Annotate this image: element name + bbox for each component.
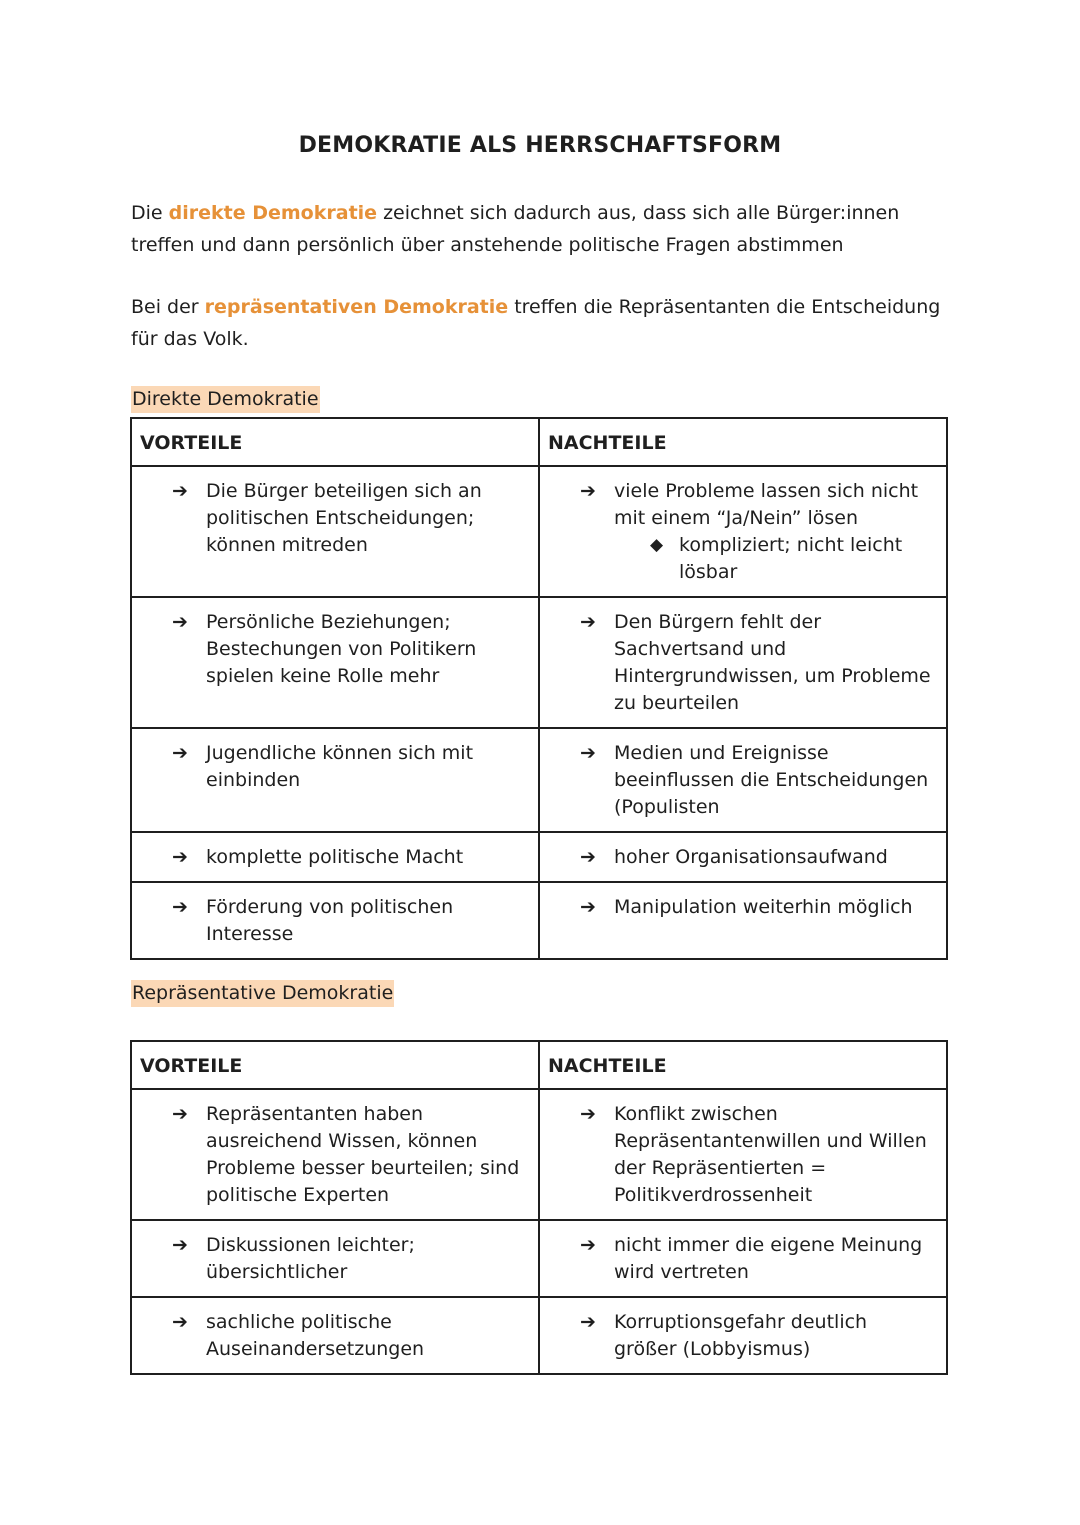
pro-cell bbox=[131, 1297, 539, 1374]
con-text: Konflikt zwischen Repräsentantenwillen und Willen der Repräsentierten = Politikverdrossenheit bbox=[614, 1103, 927, 1206]
con-cell bbox=[539, 728, 947, 832]
arrow-icon: ➔ bbox=[580, 742, 596, 764]
intro-direct-post: zeichnet sich dadurch aus, dass sich alle Bürger:innen treffen und dann persönlich über anstehende politische Fragen abstimmen bbox=[131, 202, 900, 256]
column-header-pro: VORTEILE bbox=[131, 418, 539, 466]
con-text: Den Bürgern fehlt der Sachvertsand und Hintergrundwissen, um Probleme zu beurteilen bbox=[614, 611, 931, 714]
table-row bbox=[131, 1220, 947, 1297]
list-item bbox=[540, 729, 946, 831]
pro-text: Persönliche Beziehungen; Bestechungen von Politikern spielen keine Rolle mehr bbox=[206, 611, 477, 687]
arrow-icon: ➔ bbox=[580, 480, 596, 502]
table-header-row bbox=[131, 418, 947, 466]
arrow-icon: ➔ bbox=[172, 1234, 188, 1256]
intro-direct-paragraph bbox=[131, 197, 951, 261]
intro-representative-post: treffen die Repräsentanten die Entscheidung für das Volk. bbox=[131, 296, 941, 350]
arrow-icon: ➔ bbox=[580, 1234, 596, 1256]
column-header-pro: VORTEILE bbox=[131, 1041, 539, 1089]
list-item bbox=[132, 833, 538, 881]
table-row bbox=[131, 597, 947, 728]
list-item bbox=[540, 1090, 946, 1219]
pro-cell bbox=[131, 1089, 539, 1220]
intro-representative-highlight: repräsentativen Demokratie bbox=[204, 296, 509, 318]
arrow-icon: ➔ bbox=[172, 896, 188, 918]
pro-cell bbox=[131, 597, 539, 728]
column-header-con: NACHTEILE bbox=[539, 1041, 947, 1089]
arrow-icon: ➔ bbox=[580, 846, 596, 868]
pro-text: sachliche politische Auseinandersetzungen bbox=[206, 1311, 425, 1360]
list-item bbox=[132, 883, 538, 958]
diamond-bullet-icon: ◆ bbox=[650, 535, 664, 555]
section-label-representative: Repräsentative Demokratie bbox=[131, 980, 394, 1007]
list-item bbox=[132, 729, 538, 804]
list-item bbox=[540, 598, 946, 727]
intro-representative-paragraph bbox=[131, 291, 951, 355]
arrow-icon: ➔ bbox=[172, 611, 188, 633]
table-row bbox=[131, 1297, 947, 1374]
con-text: viele Probleme lassen sich nicht mit einem “Ja/Nein” lösen bbox=[614, 480, 919, 529]
con-cell bbox=[539, 882, 947, 959]
intro-representative-pre: Bei der bbox=[131, 296, 205, 318]
list-item bbox=[132, 1090, 538, 1219]
list-item bbox=[540, 1298, 946, 1373]
arrow-icon: ➔ bbox=[172, 742, 188, 764]
arrow-icon: ➔ bbox=[172, 846, 188, 868]
list-item bbox=[132, 598, 538, 700]
list-item bbox=[540, 833, 946, 881]
table-row bbox=[131, 882, 947, 959]
con-text: hoher Organisationsaufwand bbox=[614, 846, 888, 868]
con-cell bbox=[539, 597, 947, 728]
arrow-icon: ➔ bbox=[580, 1311, 596, 1333]
pro-cell bbox=[131, 1220, 539, 1297]
list-item bbox=[540, 1221, 946, 1296]
list-item bbox=[540, 467, 946, 596]
arrow-icon: ➔ bbox=[580, 611, 596, 633]
pro-cell bbox=[131, 882, 539, 959]
con-cell bbox=[539, 1220, 947, 1297]
list-item bbox=[540, 883, 946, 931]
list-item bbox=[132, 1221, 538, 1296]
list-item bbox=[132, 1298, 538, 1373]
intro-direct-pre: Die bbox=[131, 202, 169, 224]
table-row bbox=[131, 466, 947, 597]
pro-cell bbox=[131, 832, 539, 882]
table-row bbox=[131, 728, 947, 832]
pro-cell bbox=[131, 466, 539, 597]
table-row bbox=[131, 1089, 947, 1220]
arrow-icon: ➔ bbox=[580, 1103, 596, 1125]
arrow-icon: ➔ bbox=[580, 896, 596, 918]
con-text: Korruptionsgefahr deutlich größer (Lobbyismus) bbox=[614, 1311, 868, 1360]
pro-text: Jugendliche können sich mit einbinden bbox=[206, 742, 474, 791]
sub-list-item bbox=[614, 532, 934, 586]
pro-text: Förderung von politischen Interesse bbox=[206, 896, 454, 945]
pro-text: Diskussionen leichter; übersichtlicher bbox=[206, 1234, 415, 1283]
con-text: Medien und Ereignisse beeinflussen die Entscheidungen (Populisten bbox=[614, 742, 929, 818]
pro-text: Repräsentanten haben ausreichend Wissen, können Probleme besser beurteilen; sind politische Experten bbox=[206, 1103, 520, 1206]
pro-text: komplette politische Macht bbox=[206, 846, 464, 868]
table-row bbox=[131, 832, 947, 882]
section-label-direct: Direkte Demokratie bbox=[131, 386, 320, 413]
intro-direct-highlight: direkte Demokratie bbox=[168, 202, 378, 224]
con-text: nicht immer die eigene Meinung wird vertreten bbox=[614, 1234, 923, 1283]
arrow-icon: ➔ bbox=[172, 480, 188, 502]
column-header-con: NACHTEILE bbox=[539, 418, 947, 466]
con-cell bbox=[539, 1089, 947, 1220]
con-cell bbox=[539, 832, 947, 882]
pro-text: Die Bürger beteiligen sich an politischen Entscheidungen; können mitreden bbox=[206, 480, 482, 556]
pro-cell bbox=[131, 728, 539, 832]
con-cell bbox=[539, 466, 947, 597]
table-header-row bbox=[131, 1041, 947, 1089]
page-title: DEMOKRATIE ALS HERRSCHAFTSFORM bbox=[298, 133, 782, 158]
con-text: Manipulation weiterhin möglich bbox=[614, 896, 913, 918]
table-representative-democracy bbox=[130, 1040, 948, 1375]
table-direct-democracy bbox=[130, 417, 948, 960]
arrow-icon: ➔ bbox=[172, 1103, 188, 1125]
con-cell bbox=[539, 1297, 947, 1374]
arrow-icon: ➔ bbox=[172, 1311, 188, 1333]
con-sub-text: kompliziert; nicht leicht lösbar bbox=[679, 534, 903, 583]
list-item bbox=[132, 467, 538, 569]
